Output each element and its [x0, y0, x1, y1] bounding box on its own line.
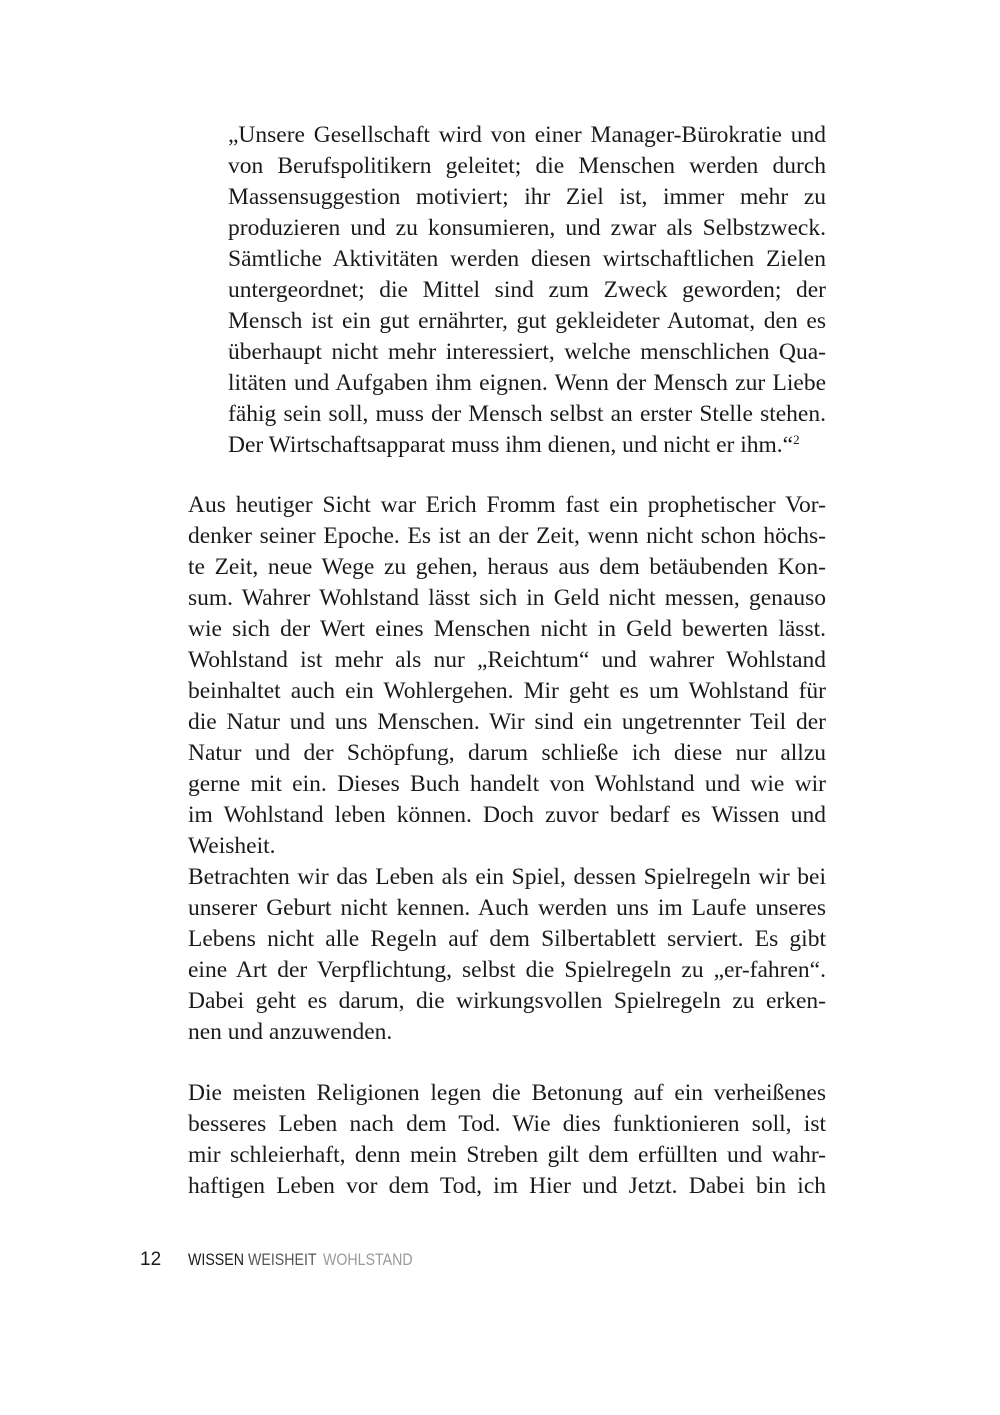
paragraph-line: eine Art der Verpflichtung, selbst die Spielregeln zu „er-fahren“. — [188, 957, 826, 983]
paragraph-line: im Wohlstand leben können. Doch zuvor bedarf es Wissen und — [188, 802, 826, 828]
quote-line: von Berufspolitikern geleitet; die Menschen werden durch — [228, 153, 826, 179]
paragraph-line: Aus heutiger Sicht war Erich Fromm fast ein prophetischer Vor- — [188, 492, 826, 518]
paragraph-line: die Natur und uns Menschen. Wir sind ein ungetrennter Teil der — [188, 709, 826, 735]
quote-line: Massensuggestion motiviert; ihr Ziel ist, immer mehr zu — [228, 184, 826, 210]
quote-line: „Unsere Gesellschaft wird von einer Manager-Bürokratie und — [228, 122, 826, 148]
quote-line: produzieren und zu konsumieren, und zwar als Selbstzweck. — [228, 215, 826, 241]
paragraph-line: Weisheit. — [188, 833, 276, 859]
paragraph-line: Lebens nicht alle Regeln auf dem Silbertablett serviert. Es gibt — [188, 926, 826, 952]
footer-title-word-2: WEISHEIT — [248, 1251, 317, 1269]
quote-line: überhaupt nicht mehr interessiert, welche menschlichen Qua- — [228, 339, 826, 365]
page-number: 12 — [140, 1249, 162, 1270]
quote-line: Sämtliche Aktivitäten werden diesen wirtschaftlichen Zielen — [228, 246, 826, 272]
paragraph-line: denker seiner Epoche. Es ist an der Zeit, wenn nicht schon höchs- — [188, 523, 826, 549]
paragraph-line: mir schleierhaft, denn mein Streben gilt dem erfüllten und wahr- — [188, 1142, 826, 1168]
paragraph-line: Dabei geht es darum, die wirkungsvollen Spielregeln zu erken- — [188, 988, 826, 1014]
paragraph-line: besseres Leben nach dem Tod. Wie dies funktionieren soll, ist — [188, 1111, 826, 1137]
paragraph-line: beinhaltet auch ein Wohlergehen. Mir geht es um Wohlstand für — [188, 678, 826, 704]
quote-line: litäten und Aufgaben ihm eignen. Wenn der Mensch zur Liebe — [228, 370, 826, 396]
quote-line: untergeordnet; die Mittel sind zum Zweck geworden; der — [228, 277, 826, 303]
paragraph-line: wie sich der Wert eines Menschen nicht in Geld bewerten lässt. — [188, 616, 826, 642]
paragraph-line: haftigen Leben vor dem Tod, im Hier und Jetzt. Dabei bin ich — [188, 1173, 826, 1199]
quote-line: Der Wirtschaftsapparat muss ihm dienen, und nicht er ihm.“ — [228, 432, 794, 458]
paragraph-line: Wohlstand ist mehr als nur „Reichtum“ und wahrer Wohlstand — [188, 647, 826, 673]
paragraph-line: Betrachten wir das Leben als ein Spiel, dessen Spielregeln wir bei — [188, 864, 826, 890]
footer-title-word-3: WOHLSTAND — [323, 1251, 413, 1269]
paragraph-line: nen und anzuwenden. — [188, 1019, 393, 1045]
paragraph-line: gerne mit ein. Dieses Buch handelt von Wohlstand und wie wir — [188, 771, 826, 797]
quote-last-line — [228, 430, 826, 461]
footer-title-word-1: WISSEN — [188, 1251, 244, 1269]
quote-line: Mensch ist ein gut ernährter, gut gekleideter Automat, den es — [228, 308, 826, 334]
quote-line: fähig sein soll, muss der Mensch selbst an erster Stelle stehen. — [228, 401, 826, 427]
paragraph-line: sum. Wahrer Wohlstand lässt sich in Geld nicht messen, genauso — [188, 585, 826, 611]
footnote-marker: 2 — [793, 432, 800, 447]
paragraph-line: te Zeit, neue Wege zu gehen, heraus aus dem betäubenden Kon- — [188, 554, 826, 580]
paragraph-line: Natur und der Schöpfung, darum schließe ich diese nur allzu — [188, 740, 826, 766]
paragraph-line: unserer Geburt nicht kennen. Auch werden uns im Laufe unseres — [188, 895, 826, 921]
paragraph-line: Die meisten Religionen legen die Betonung auf ein verheißenes — [188, 1080, 826, 1106]
